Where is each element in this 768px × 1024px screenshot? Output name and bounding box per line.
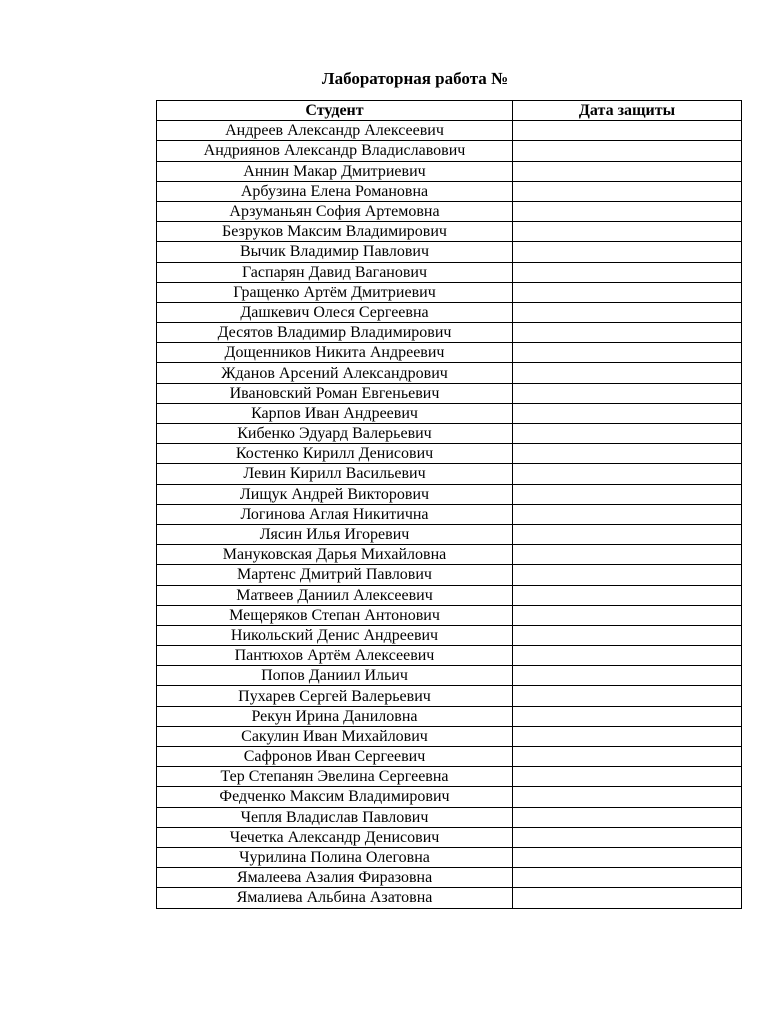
student-name-cell: Сакулин Иван Михайлович [157, 726, 513, 746]
defense-date-cell [513, 605, 742, 625]
table-row [157, 242, 742, 262]
table-row [157, 141, 742, 161]
table-row [157, 403, 742, 423]
student-name-cell: Рекун Ирина Даниловна [157, 706, 513, 726]
student-name-cell: Пантюхов Артём Алексеевич [157, 646, 513, 666]
table-row [157, 666, 742, 686]
defense-date-cell [513, 747, 742, 767]
student-name-cell: Гращенко Артём Дмитриевич [157, 282, 513, 302]
table-row [157, 302, 742, 322]
defense-date-cell [513, 545, 742, 565]
student-name-cell: Левин Кирилл Васильевич [157, 464, 513, 484]
defense-date-cell [513, 888, 742, 908]
table-row [157, 585, 742, 605]
defense-date-cell [513, 444, 742, 464]
defense-date-cell [513, 121, 742, 141]
student-name-cell: Арзуманьян София Артемовна [157, 201, 513, 221]
defense-date-cell [513, 504, 742, 524]
defense-date-cell [513, 222, 742, 242]
student-name-cell: Пухарев Сергей Валерьевич [157, 686, 513, 706]
table-row [157, 827, 742, 847]
defense-date-cell [513, 343, 742, 363]
student-name-cell: Чепля Владислав Павлович [157, 807, 513, 827]
student-name-cell: Чечетка Александр Денисович [157, 827, 513, 847]
student-name-cell: Ивановский Роман Евгеньевич [157, 383, 513, 403]
defense-date-cell [513, 484, 742, 504]
table-row [157, 767, 742, 787]
table-row [157, 686, 742, 706]
table-row [157, 605, 742, 625]
defense-date-cell [513, 141, 742, 161]
student-name-cell: Андреев Александр Алексеевич [157, 121, 513, 141]
defense-date-cell [513, 646, 742, 666]
defense-date-cell [513, 242, 742, 262]
defense-date-cell [513, 282, 742, 302]
defense-date-cell [513, 403, 742, 423]
student-name-cell: Дощенников Никита Андреевич [157, 343, 513, 363]
table-row [157, 201, 742, 221]
student-name-cell: Мещеряков Степан Антонович [157, 605, 513, 625]
student-name-cell: Аннин Макар Дмитриевич [157, 161, 513, 181]
student-name-cell: Дашкевич Олеся Сергеевна [157, 302, 513, 322]
student-name-cell: Десятов Владимир Владимирович [157, 323, 513, 343]
table-row [157, 161, 742, 181]
column-header-defense-date: Дата защиты [513, 101, 742, 121]
defense-date-cell [513, 807, 742, 827]
page-title: Лабораторная работа № [321, 69, 509, 88]
student-name-cell: Матвеев Даниил Алексеевич [157, 585, 513, 605]
student-name-cell: Костенко Кирилл Денисович [157, 444, 513, 464]
table-row [157, 282, 742, 302]
table-row [157, 222, 742, 242]
table-row [157, 807, 742, 827]
defense-date-cell [513, 666, 742, 686]
table-body [157, 121, 742, 908]
student-name-cell: Мартенс Дмитрий Павлович [157, 565, 513, 585]
column-header-student: Студент [157, 101, 513, 121]
defense-date-cell [513, 323, 742, 343]
table-row [157, 424, 742, 444]
table-row [157, 726, 742, 746]
student-name-cell: Вычик Владимир Павлович [157, 242, 513, 262]
table-row [157, 747, 742, 767]
table-row [157, 545, 742, 565]
defense-date-cell [513, 363, 742, 383]
student-name-cell: Федченко Максим Владимирович [157, 787, 513, 807]
table-row [157, 363, 742, 383]
defense-date-cell [513, 383, 742, 403]
table-header-row [157, 101, 742, 121]
defense-date-cell [513, 686, 742, 706]
student-name-cell: Лищук Андрей Викторович [157, 484, 513, 504]
student-name-cell: Сафронов Иван Сергеевич [157, 747, 513, 767]
defense-date-cell [513, 201, 742, 221]
defense-date-cell [513, 302, 742, 322]
table-row [157, 888, 742, 908]
table-row [157, 121, 742, 141]
defense-date-cell [513, 585, 742, 605]
student-name-cell: Арбузина Елена Романовна [157, 181, 513, 201]
table-row [157, 868, 742, 888]
defense-date-cell [513, 181, 742, 201]
table-row [157, 787, 742, 807]
student-name-cell: Тер Степанян Эвелина Сергеевна [157, 767, 513, 787]
student-name-cell: Лясин Илья Игоревич [157, 524, 513, 544]
table-row [157, 565, 742, 585]
student-name-cell: Андриянов Александр Владиславович [157, 141, 513, 161]
table-row [157, 504, 742, 524]
student-name-cell: Логинова Аглая Никитична [157, 504, 513, 524]
table-row [157, 383, 742, 403]
table-row [157, 706, 742, 726]
defense-date-cell [513, 625, 742, 645]
student-name-cell: Никольский Денис Андреевич [157, 625, 513, 645]
student-name-cell: Попов Даниил Ильич [157, 666, 513, 686]
defense-date-cell [513, 524, 742, 544]
defense-date-cell [513, 787, 742, 807]
table-row [157, 646, 742, 666]
defense-date-cell [513, 464, 742, 484]
table-row [157, 524, 742, 544]
table-row [157, 625, 742, 645]
student-table [156, 100, 742, 909]
student-name-cell: Карпов Иван Андреевич [157, 403, 513, 423]
student-name-cell: Жданов Арсений Александрович [157, 363, 513, 383]
student-name-cell: Чурилина Полина Олеговна [157, 847, 513, 867]
student-name-cell: Мануковская Дарья Михайловна [157, 545, 513, 565]
table-row [157, 323, 742, 343]
defense-date-cell [513, 161, 742, 181]
defense-date-cell [513, 868, 742, 888]
defense-date-cell [513, 262, 742, 282]
table-row [157, 262, 742, 282]
student-name-cell: Безруков Максим Владимирович [157, 222, 513, 242]
defense-date-cell [513, 424, 742, 444]
defense-date-cell [513, 847, 742, 867]
defense-date-cell [513, 565, 742, 585]
student-name-cell: Ямалеева Азалия Фиразовна [157, 868, 513, 888]
table-row [157, 464, 742, 484]
table-row [157, 343, 742, 363]
table-row [157, 847, 742, 867]
defense-date-cell [513, 827, 742, 847]
defense-date-cell [513, 767, 742, 787]
defense-date-cell [513, 706, 742, 726]
student-name-cell: Кибенко Эдуард Валерьевич [157, 424, 513, 444]
table-row [157, 181, 742, 201]
defense-date-cell [513, 726, 742, 746]
table-row [157, 484, 742, 504]
student-name-cell: Ямалиева Альбина Азатовна [157, 888, 513, 908]
student-name-cell: Гаспарян Давид Ваганович [157, 262, 513, 282]
table-row [157, 444, 742, 464]
